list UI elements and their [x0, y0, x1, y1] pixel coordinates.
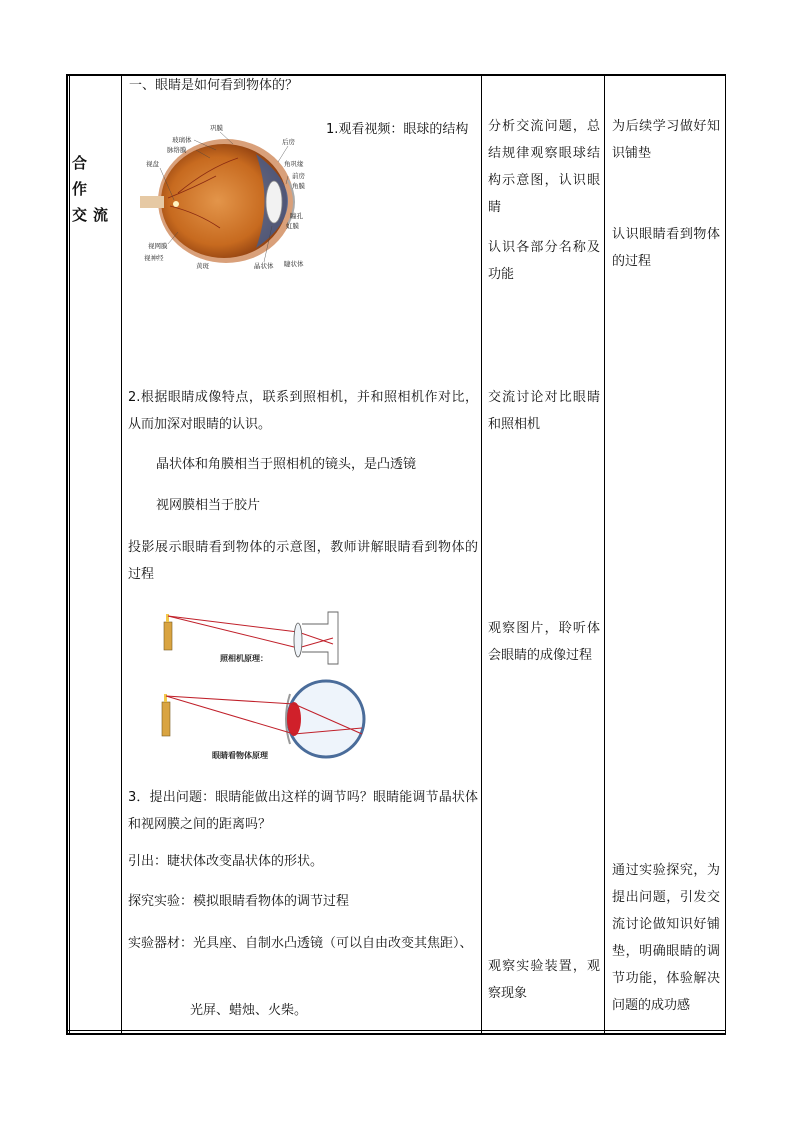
equipment: 实验器材：光具座、自制水凸透镜（可以自由改变其焦距）、 [128, 936, 473, 951]
lead: 引出：睫状体改变晶状体的形状。 [128, 854, 324, 869]
camera-lens [294, 623, 302, 657]
section-label-line1: 合 作 [72, 154, 94, 198]
eye-lens [266, 181, 282, 223]
label-gongmo: 巩膜 [210, 124, 223, 132]
camera-ray-1 [168, 616, 298, 632]
video-note: 1.观看视频：眼球的结构 [326, 122, 469, 137]
projection-note: 投影展示眼睛看到物体的示意图，教师讲解眼睛看到物体的过程 [128, 540, 478, 582]
eye-optic-nerve [140, 196, 164, 208]
eye-principle-diagram [158, 678, 370, 760]
student-activity-4: 观察图片，聆听体会眼睛的成像过程 [488, 621, 600, 663]
section-label [72, 150, 122, 228]
section-label-line2: 交流 [72, 206, 115, 224]
intent-1: 为后续学习做好知识铺垫 [612, 119, 720, 161]
label-shishenjing: 视神经 [144, 254, 164, 262]
label-hongmo: 虹膜 [286, 222, 299, 230]
candle-flame [166, 614, 169, 622]
student-activity-5: 观察实验装置，观察现象 [488, 959, 600, 1001]
col-divider-2 [481, 74, 482, 1035]
label-jiaomo: 角膜 [292, 182, 305, 190]
label-tongkong: 瞳孔 [290, 212, 303, 220]
label-jiaomoyuan: 角巩缘 [284, 160, 304, 168]
label-jiezhuangti: 睫状体 [284, 260, 304, 268]
label-mailuomo: 脉络膜 [167, 146, 187, 154]
retina-note: 视网膜相当于胶片 [156, 498, 261, 513]
camera-ray-2 [168, 616, 298, 648]
eye-lens-2 [287, 702, 301, 736]
table-border-bottom [66, 1033, 726, 1035]
eye-optic-disc [173, 201, 179, 207]
eyeball-diagram [138, 118, 318, 273]
eye-ray-1 [166, 696, 294, 704]
candle-2-flame [164, 694, 167, 702]
table-border-left [66, 74, 68, 1035]
label-shiwangmo: 视网膜 [148, 242, 168, 250]
label-qianfang: 前房 [292, 172, 305, 180]
intent-2: 认识眼睛看到物体的过程 [612, 227, 720, 269]
candle-2 [162, 702, 170, 736]
label-jingzhuangti: 晶状体 [254, 262, 274, 270]
table-border-right [725, 74, 727, 1035]
camera-compare: 2.根据眼睛成像特点，联系到照相机，并和照相机作对比，从而加深对眼睛的认识。 [128, 390, 478, 432]
intent-3: 通过实验探究，为提出问题，引发交流讨论做知识好铺垫，明确眼睛的调节功能，体验解决问题的成功感 [612, 863, 720, 1013]
label-boliti: 玻璃体 [172, 136, 192, 144]
candle [164, 622, 172, 650]
eye-ray-2 [166, 696, 294, 734]
lens-note: 晶状体和角膜相当于照相机的镜头，是凸透镜 [156, 457, 417, 472]
label-houfang: 后房 [282, 138, 295, 146]
camera-caption: 照相机原理： [220, 654, 268, 663]
col-divider-3 [604, 74, 605, 1035]
question: 3．提出问题：眼睛能做出这样的调节吗？眼睛能调节晶状体和视网膜之间的距离吗？ [128, 790, 478, 832]
label-huangban: 黄斑 [196, 262, 209, 270]
table-border-left-inner [69, 74, 70, 1035]
student-activity-1: 分析交流问题，总结规律观察眼球结构示意图，认识眼睛 [488, 119, 600, 215]
main-heading: 一、眼睛是如何看到物体的？ [129, 78, 299, 93]
eye-caption: 眼睛看物体原理 [212, 751, 268, 760]
label-shipan: 视盘 [146, 160, 159, 168]
experiment: 探究实验：模拟眼睛看物体的调节过程 [128, 894, 350, 909]
student-activity-2: 认识各部分名称及功能 [488, 240, 600, 282]
camera-principle-diagram [158, 604, 358, 666]
table-border-bottom-inner [66, 1030, 726, 1031]
student-activity-3: 交流讨论对比眼睛和照相机 [488, 390, 600, 432]
equipment-continued: 光屏、蜡烛、火柴。 [190, 1003, 308, 1018]
